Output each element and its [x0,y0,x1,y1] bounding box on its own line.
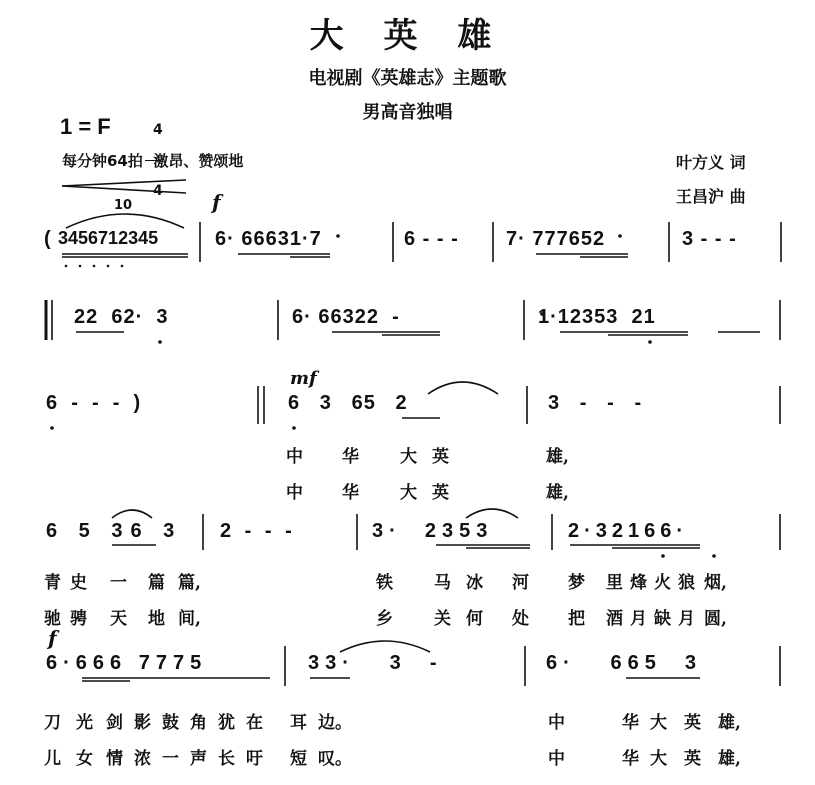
lyric-char: 篇 [148,573,165,593]
lyric-char: 梦 [568,573,585,593]
lyric-char: 关 [434,609,451,629]
lyric-char: 短 [290,749,307,769]
lyric-char: 圆, [704,609,727,629]
tuplet-number: 10 [114,198,133,213]
measure: 6 - - - ) [46,392,142,414]
lyricist-credit: 叶方义 词 [676,153,746,172]
measure: 6·666 7775 [46,652,208,674]
intro-run: 3456712345 [58,228,159,248]
dynamic-forte: f [48,626,57,650]
lyric-char: 边。 [318,713,352,733]
lyric-char: 大 [400,447,417,467]
lyric-char: 中 [286,447,303,467]
lyric-char: 雄, [546,483,569,503]
lyric-char: 叹。 [318,749,352,769]
measure: 2 - - - [220,520,296,542]
lyric-char: 何 [466,609,483,629]
lyric-char: 一 [110,573,127,593]
lyric-char: 刀 [44,713,61,733]
lyric-char: 华 [342,483,359,503]
voice-type: 男高音独唱 [362,102,453,123]
lyric-char: 雄, [718,713,741,733]
lyric-char: 间, [178,609,201,629]
dynamic-mezzo-forte: mf [290,368,317,389]
tempo-marking: 每分钟64拍 激昂、赞颂地 [62,152,244,170]
lyric-char: 中 [548,713,565,733]
lyric-char: 英 [684,749,701,769]
lyric-char: 地 [148,609,165,629]
lyric-char: 大 [650,749,667,769]
lyric-char: 吁 [246,749,263,769]
lyric-char: 耳 [290,713,307,733]
key-signature: 1 = F [60,114,111,139]
time-signature-bottom: 4 [153,183,163,199]
lyric-char: 儿 [44,749,61,769]
measure: 1·12353 21 [538,306,656,328]
lyric-char: 光 [76,713,93,733]
lyric-char: 雄, [718,749,741,769]
lyric-char: 铁 [376,573,393,593]
lyric-char: 英 [432,483,449,503]
lyric-char: 华 [622,713,639,733]
song-title: 大 英 雄 [309,16,506,56]
measure: 2·32166· [568,520,689,542]
measure: 3· 2353 [372,520,494,542]
lyric-char: 华 [342,447,359,467]
lyric-char: 月 [630,609,647,629]
lyric-char: 雄, [546,447,569,467]
lyric-char: 大 [400,483,417,503]
lyric-char: 女 [76,749,93,769]
measure: 6· 66322 - [292,306,400,328]
lyric-char: 冰 [466,573,483,593]
lyric-char: 情 [106,749,123,769]
lyric-char: 处 [512,609,529,629]
measure: 7· 777652 [506,228,606,250]
lyric-char: 月 [678,609,695,629]
lyric-char: 把 [568,609,585,629]
lyric-char: 犹 [218,713,235,733]
lyric-char: 华 [622,749,639,769]
lyric-char: 中 [548,749,565,769]
lyric-char: 缺 [654,609,671,629]
measure: 6 5 36 3 [46,520,183,542]
lyric-char: 剑 [106,713,123,733]
lyric-char: 大 [650,713,667,733]
lyric-char: 里 [606,573,623,593]
lyric-char: 史 [70,573,87,593]
lyric-char: 在 [246,713,263,733]
lyric-char: 驰 [44,609,61,629]
lyric-char: 长 [218,749,235,769]
lyric-char: 角 [190,713,207,733]
lyric-char: 骋 [70,609,87,629]
lyric-char: 酒 [606,609,623,629]
lyric-char: 马 [434,573,451,593]
open-parenthesis: ( [44,228,52,250]
lyric-char: 影 [134,713,151,733]
measure: 22 62· 3 [74,306,169,328]
lyric-char: 浓 [134,749,151,769]
lyric-char: 声 [190,749,207,769]
measure: 6· 665 3 [546,652,703,674]
measure: 33· 3 - [308,652,443,674]
measure: 6 3 65 2 [288,392,408,414]
measure: 6· 66631·7 [215,228,322,250]
time-signature-top: 4 [153,122,163,138]
lyric-char: 英 [432,447,449,467]
lyric-char: 英 [684,713,701,733]
lyric-char: 烽 [630,573,647,593]
lyric-char: 一 [162,749,179,769]
measure: 3 - - - [548,392,643,414]
lyric-char: 中 [286,483,303,503]
measure: 3 - - - [682,228,737,250]
measure: 6 - - - [404,228,459,250]
lyric-char: 狼 [678,573,695,593]
lyric-char: 河 [512,573,529,593]
lyric-char: 乡 [376,609,393,629]
lyric-char: 烟, [704,573,727,593]
lyric-char: 火 [654,573,671,593]
composer-credit: 王昌沪 曲 [676,187,746,206]
song-subtitle: 电视剧《英雄志》主题歌 [308,68,507,89]
lyric-char: 青 [44,573,61,593]
lyric-char: 鼓 [162,713,179,733]
dynamic-forte: f [212,190,221,214]
lyric-char: 天 [110,609,127,629]
lyric-char: 篇, [178,573,201,593]
